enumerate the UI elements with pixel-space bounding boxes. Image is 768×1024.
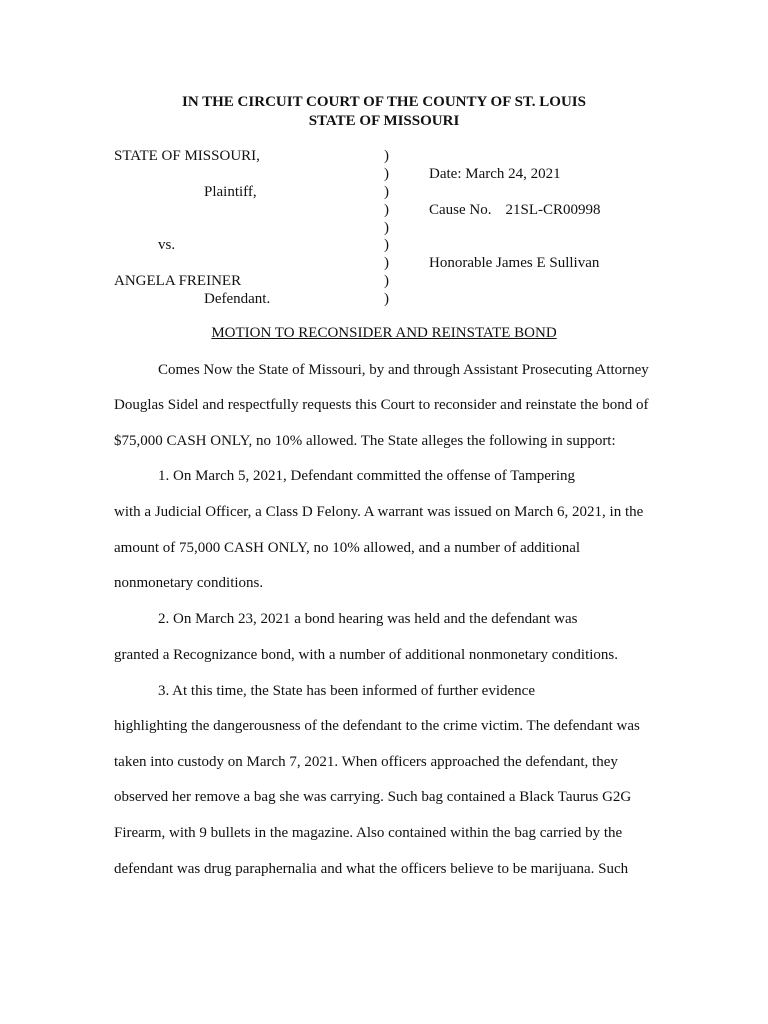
caption-paren: ) [384,273,389,289]
cause-number: 21SL-CR00998 [505,202,601,218]
plaintiff-role: Plaintiff, [204,184,257,200]
judge-name: Honorable James E Sullivan [429,255,600,271]
body-line: nonmonetary conditions. [114,575,264,591]
body-line: Firearm, with 9 bullets in the magazine. Also contained within the bag carried by the [114,825,623,841]
defendant-name: ANGELA FREINER [114,273,242,289]
body-line: granted a Recognizance bond, with a number of additional nonmonetary conditions. [114,647,619,663]
caption-paren: ) [384,291,389,307]
caption-paren: ) [384,166,389,182]
cause-number-row [429,202,601,219]
filing-date: Date: March 24, 2021 [429,166,561,182]
body-line: with a Judicial Officer, a Class D Felony. A warrant was issued on March 6, 2021, in the [114,504,644,520]
caption-paren: ) [384,237,389,253]
defendant-role: Defendant. [204,291,271,307]
caption-paren: ) [384,202,389,218]
body-line: amount of 75,000 CASH ONLY, no 10% allowed, and a number of additional [114,540,581,556]
body-line: taken into custody on March 7, 2021. When officers approached the defendant, they [114,754,618,770]
versus-label: vs. [158,237,176,253]
body-line: Douglas Sidel and respectfully requests this Court to reconsider and reinstate the bond of [114,397,649,413]
body-line: $75,000 CASH ONLY, no 10% allowed. The State alleges the following in support: [114,433,616,449]
body-line: defendant was drug paraphernalia and what the officers believe to be marijuana. Such [114,861,629,877]
plaintiff-name: STATE OF MISSOURI, [114,148,260,164]
body-line: highlighting the dangerousness of the defendant to the crime victim. The defendant was [114,718,640,734]
caption-paren: ) [384,220,389,236]
motion-title: MOTION TO RECONSIDER AND REINSTATE BOND [211,325,557,341]
numbered-item-3: 3. At this time, the State has been informed of further evidence [158,683,535,699]
caption-paren: ) [384,148,389,164]
court-header-line-1: IN THE CIRCUIT COURT OF THE COUNTY OF ST. LOUIS [181,94,586,110]
cause-label: Cause No. [429,202,492,218]
body-line: observed her remove a bag she was carrying. Such bag contained a Black Taurus G2G [114,789,632,805]
numbered-item-2: 2. On March 23, 2021 a bond hearing was held and the defendant was [158,611,578,627]
numbered-item-1: 1. On March 5, 2021, Defendant committed the offense of Tampering [158,468,576,484]
court-header-line-2: STATE OF MISSOURI [308,113,460,129]
caption-paren: ) [384,255,389,271]
body-line: Comes Now the State of Missouri, by and through Assistant Prosecuting Attorney [158,362,649,378]
caption-paren: ) [384,184,389,200]
